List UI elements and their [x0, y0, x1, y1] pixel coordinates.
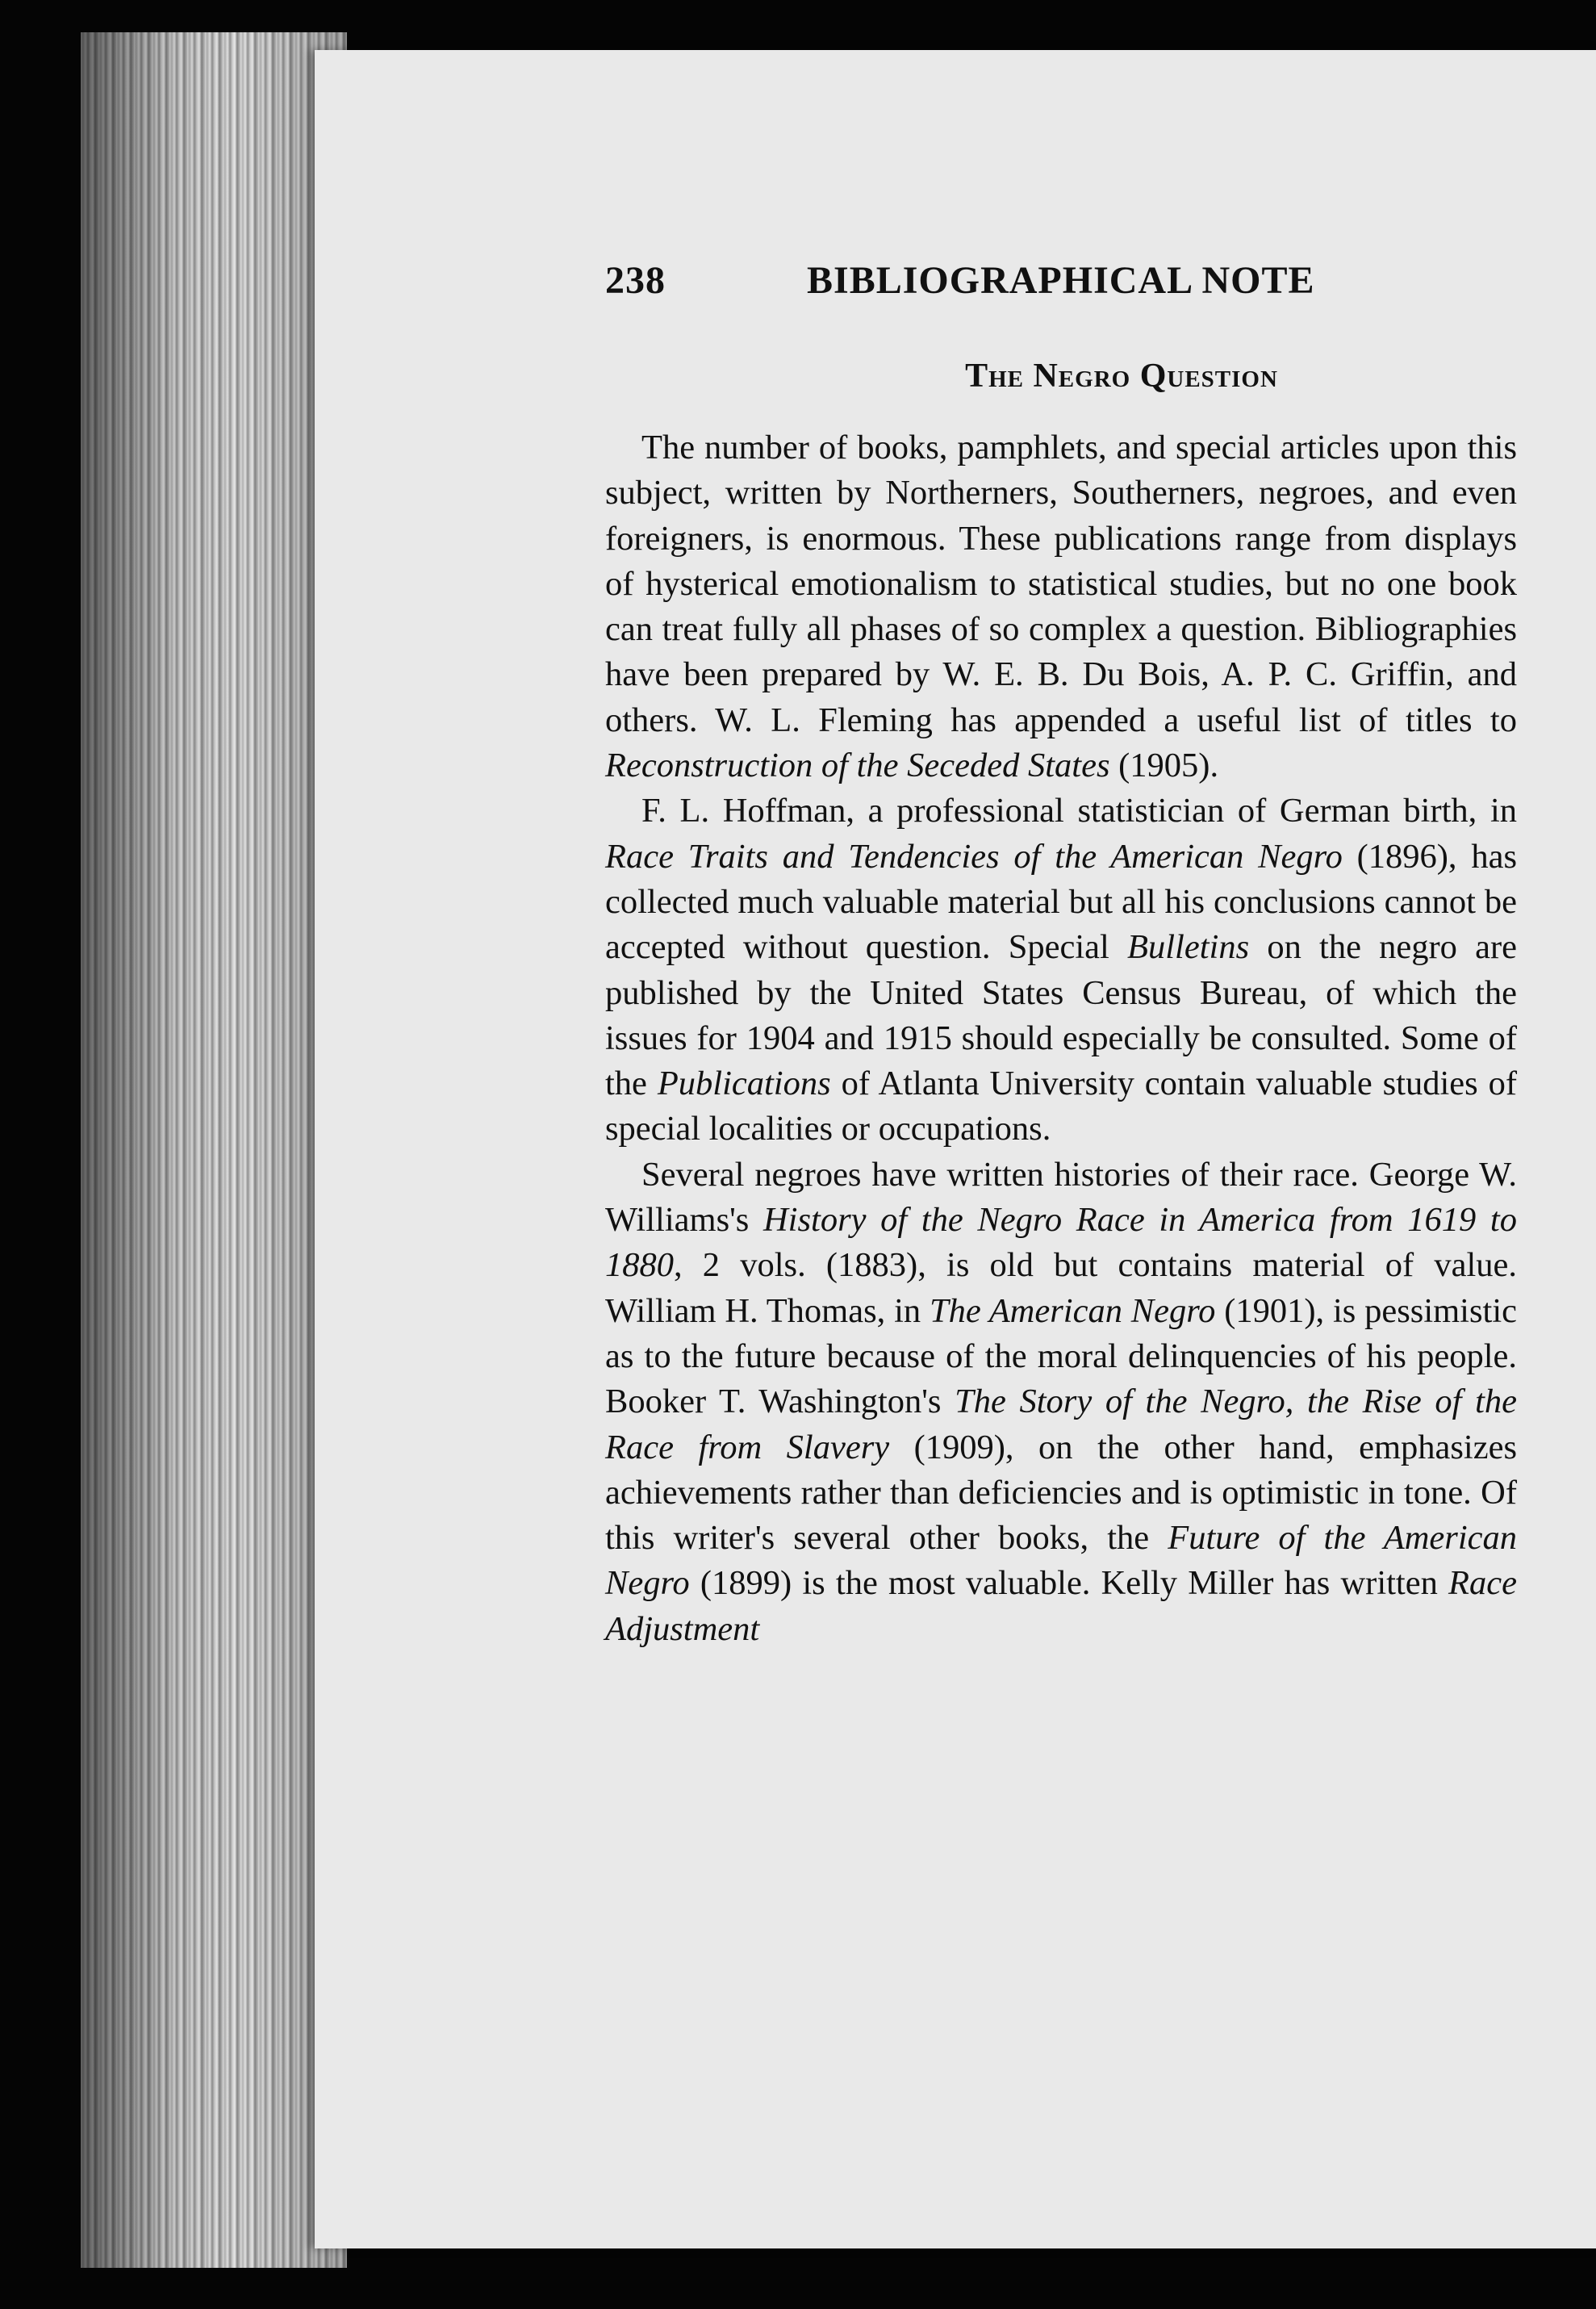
italic-title: History of the Negro Race in America from 1619 to 1880 — [605, 1201, 1517, 1285]
paragraph — [605, 1152, 1517, 1652]
paragraph — [605, 425, 1517, 788]
paragraph — [605, 788, 1517, 1152]
italic-title: Publications — [657, 1065, 831, 1103]
text-run: The number of books, pamphlets, and special articles upon this subject, written by Northerners, Southerners, negroes, and even foreigners, is enormous. These publications range from displays of hysterical emotionalism to statistical studies, but no one book can treat fully all phases of so complex a question. Bibliographies have been prepared by W. E. B. Du Bois, A. P. C. Griffin, and others. W. L. Fleming has appended a useful list of titles to — [605, 429, 1517, 739]
book-page-edges — [81, 32, 347, 2268]
text-run: (1905). — [1109, 747, 1219, 785]
italic-title: Future of the American Negro — [605, 1519, 1517, 1603]
section-heading: The Negro Question — [965, 358, 1278, 395]
italic-title: Bulletins — [1127, 928, 1250, 967]
text-run: , 2 vols. (1883), is old but contains material of value. William H. Thomas, in — [605, 1246, 1517, 1330]
text-run: (1909), on the other hand, emphasizes achievements rather than deficiencies and is optimistic in tone. Of this writer's several other books, the — [605, 1428, 1517, 1558]
running-head — [605, 258, 1596, 323]
text-run: (1899) is the most valuable. Kelly Miller has written — [689, 1564, 1449, 1603]
italic-title: The Story of the Negro, the Rise of the Race from Slavery — [605, 1382, 1518, 1466]
book-page — [315, 50, 1596, 2248]
text-run: on the negro are published by the United States Census Bureau, of which the issues for 1904 and 1915 should especially be consulted. Some of the — [605, 928, 1517, 1103]
running-title: BIBLIOGRAPHICAL NOTE — [807, 259, 1315, 302]
page-number: 238 — [605, 259, 666, 302]
italic-title: Reconstruction of the Seceded States — [605, 747, 1110, 785]
italic-title: The American Negro — [929, 1291, 1216, 1330]
text-run: F. L. Hoffman, a professional statistician of German birth, in — [641, 792, 1517, 830]
text-run: Several negroes have written histories of their race. George W. Williams's — [605, 1155, 1517, 1240]
text-run: of Atlanta University contain valuable studies of special localities or occupations. — [605, 1065, 1517, 1148]
text-run: (1901), is pessimistic as to the future because of the moral delinquencies of his people. Booker T. Washington's — [605, 1291, 1518, 1421]
text-run: (1896), has collected much valuable material but all his conclusions cannot be accepted without question. Special — [605, 837, 1517, 967]
body-text — [605, 425, 1517, 1652]
italic-title: Race Traits and Tendencies of the American Negro — [605, 837, 1343, 876]
italic-title: Race Adjustment — [605, 1564, 1517, 1648]
